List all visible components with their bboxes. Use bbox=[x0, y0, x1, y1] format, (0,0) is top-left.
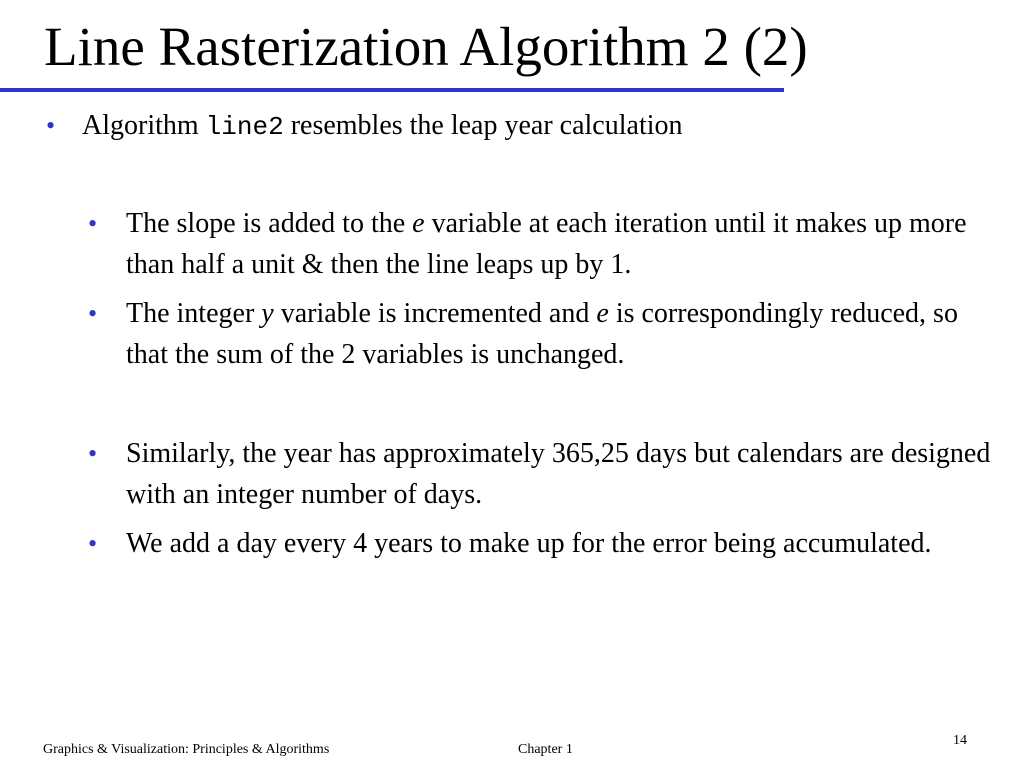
bullet-icon: • bbox=[46, 111, 56, 140]
footer-book-title: Graphics & Visualization: Principles & Algorithms bbox=[43, 742, 330, 757]
bullet-text: Algorithm bbox=[82, 110, 199, 141]
variable-y: y bbox=[261, 298, 274, 329]
bullet-text: We add a day every 4 years to make up for the error being accumulated. bbox=[126, 528, 932, 559]
bullet-icon: • bbox=[88, 529, 98, 558]
bullet-text: The slope is added to the bbox=[126, 208, 406, 239]
footer-chapter: Chapter 1 bbox=[518, 742, 573, 757]
bullet-text: resembles the leap year calculation bbox=[290, 110, 683, 141]
bullet-slope-added bbox=[88, 203, 996, 285]
variable-e: e bbox=[412, 208, 425, 239]
bullet-text: variable at each iteration until it makes up more than half a unit & then the line leaps up by 1. bbox=[126, 208, 967, 280]
bullet-text: The integer bbox=[126, 298, 255, 329]
title-underline bbox=[0, 88, 784, 92]
bullet-year-days bbox=[88, 433, 996, 515]
bullet-icon: • bbox=[88, 299, 98, 328]
code-term: line2 bbox=[205, 112, 284, 142]
bullet-icon: • bbox=[88, 209, 98, 238]
bullet-icon: • bbox=[88, 439, 98, 468]
page-number: 14 bbox=[953, 733, 967, 748]
variable-e: e bbox=[596, 298, 609, 329]
bullet-add-day bbox=[88, 523, 996, 564]
bullet-text: variable is incremented and bbox=[280, 298, 590, 329]
bullet-text: Similarly, the year has approximately 365,25 days but calendars are designed with an integer number of days. bbox=[126, 438, 991, 510]
slide-title: Line Rasterization Algorithm 2 (2) bbox=[44, 16, 808, 77]
bullet-text: is correspondingly reduced, so that the sum of the 2 variables is unchanged. bbox=[126, 298, 958, 370]
bullet-algorithm-line2 bbox=[46, 105, 982, 148]
bullet-integer-y bbox=[88, 293, 996, 375]
